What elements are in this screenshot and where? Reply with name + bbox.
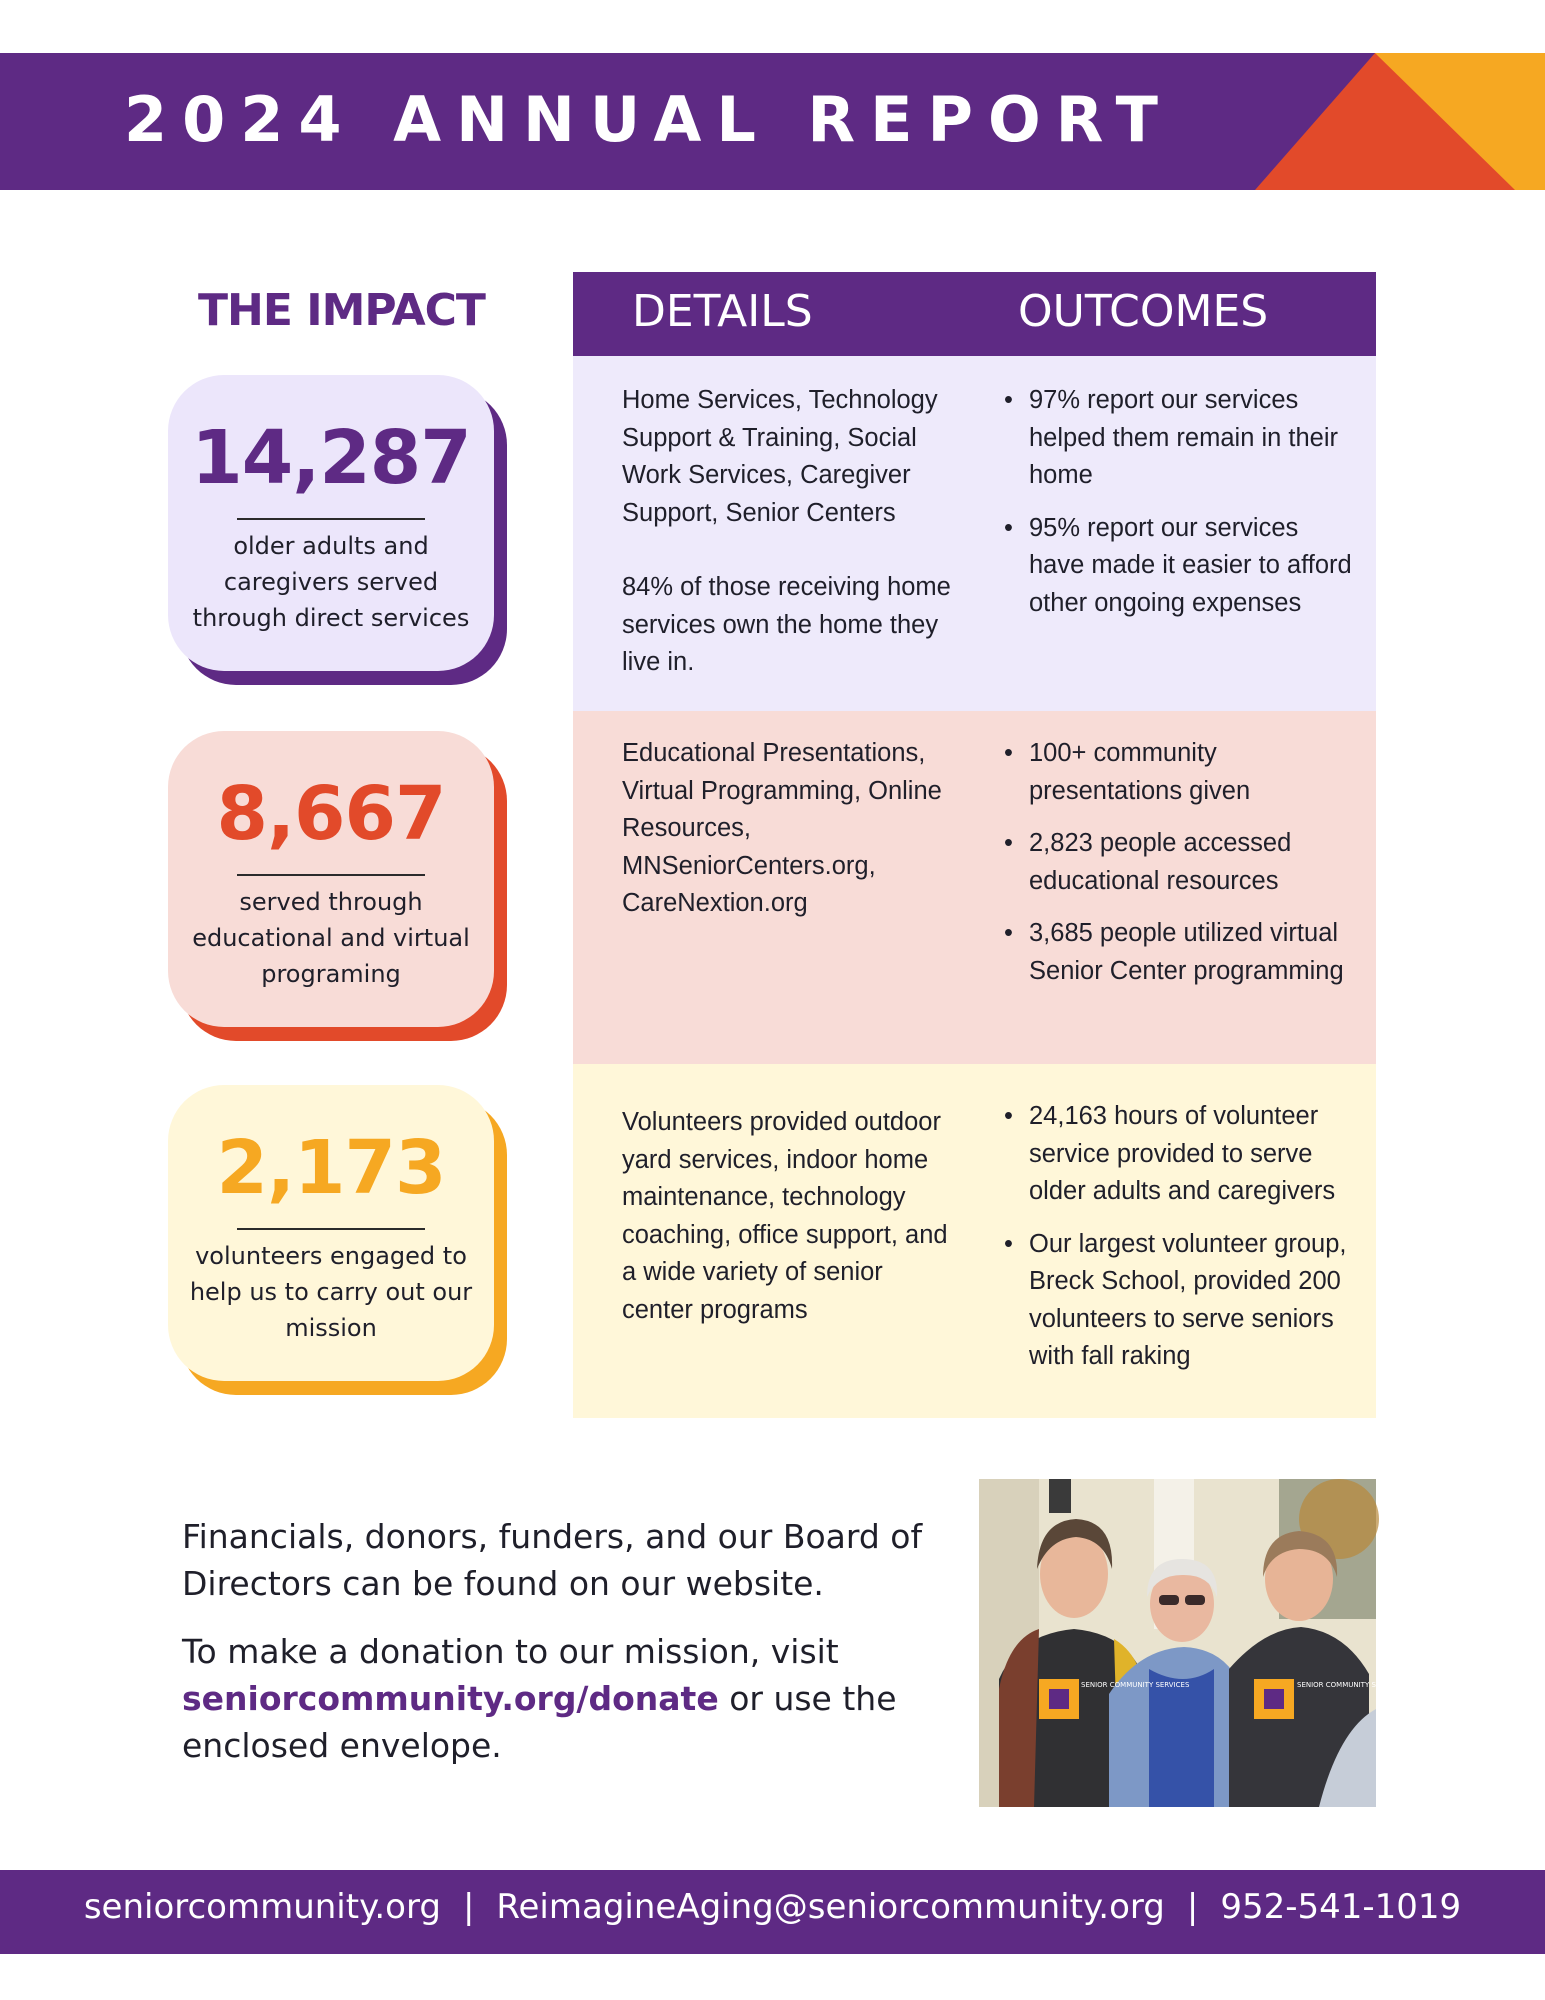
stat-card-volunteers	[168, 1085, 508, 1395]
details-text: Home Services, Technology Support & Training, Social Work Services, Caregiver Support, Senior Centers	[622, 386, 938, 527]
footer-website-link[interactable]: seniorcommunity.org	[83, 1887, 441, 1927]
stat-number: 14,287	[191, 415, 471, 501]
card-body	[168, 1085, 494, 1381]
row-outcomes	[1004, 382, 1354, 637]
footer-bar	[0, 1870, 1545, 1954]
shirt-text-right: SENIOR COMMUNITY SERVICES	[1297, 1681, 1406, 1689]
header-decoration	[1225, 53, 1545, 190]
details-text: Volunteers provided outdoor yard services, indoor home maintenance, technology coaching, office support, and a wide variety of senior center programs	[622, 1108, 948, 1324]
outcome-item	[1004, 735, 1354, 810]
outcome-text: 95% report our services have made it easier to afford other ongoing expenses	[1029, 513, 1352, 617]
stat-card-educational	[168, 731, 508, 1041]
outcome-text: 100+ community presentations given	[1029, 739, 1251, 805]
card-divider	[237, 518, 425, 520]
outcome-item	[1004, 1098, 1354, 1211]
bullet-icon: •	[1004, 386, 1013, 414]
stat-number: 2,173	[216, 1125, 446, 1211]
table-header	[573, 272, 1376, 356]
bullet-icon: •	[1004, 739, 1013, 767]
outcome-text: 24,163 hours of volunteer service provided to serve older adults and caregivers	[1029, 1102, 1336, 1205]
row-outcomes	[1004, 735, 1354, 1005]
bullet-icon: •	[1004, 1102, 1013, 1130]
details-text: 84% of those receiving home services own the home they live in.	[622, 573, 951, 676]
volunteers-illustration	[979, 1479, 1406, 1807]
table-row-volunteers	[573, 1064, 1376, 1418]
card-body	[168, 375, 494, 671]
outcome-text: 2,823 people accessed educational resources	[1029, 829, 1292, 895]
details-column-header: DETAILS	[632, 286, 813, 337]
donate-link[interactable]: seniorcommunity.org/donate	[182, 1679, 719, 1718]
footer-email-link[interactable]: ReimagineAging@seniorcommunity.org	[496, 1887, 1165, 1927]
outcome-item	[1004, 915, 1354, 990]
outcome-item	[1004, 825, 1354, 900]
stat-card-direct-services	[168, 375, 508, 685]
donation-suffix: or use the enclosed envelope.	[182, 1679, 897, 1765]
outcome-text: 3,685 people utilized virtual Senior Center programming	[1029, 919, 1344, 985]
header-banner	[0, 53, 1545, 190]
card-divider	[237, 1228, 425, 1230]
impact-heading: THE IMPACT	[198, 285, 485, 336]
row-details	[622, 735, 952, 923]
donation-info	[182, 1628, 942, 1769]
table-row-educational	[573, 711, 1376, 1064]
stat-description: served through educational and virtual programing	[192, 888, 470, 988]
bullet-icon: •	[1004, 513, 1013, 542]
stat-description: older adults and caregivers served through direct services	[192, 532, 470, 632]
outcome-item	[1004, 382, 1354, 495]
outcomes-column-header: OUTCOMES	[1018, 286, 1269, 337]
outcome-item	[1004, 1226, 1354, 1376]
outcome-text: 97% report our services helped them remain in their home	[1029, 386, 1339, 489]
website-info-text: Financials, donors, funders, and our Board of Directors can be found on our website.	[182, 1517, 923, 1603]
row-details	[622, 1104, 952, 1329]
footer-contact-line	[0, 1887, 1545, 1927]
footer-phone[interactable]: 952-541-1019	[1220, 1887, 1462, 1927]
bullet-icon: •	[1004, 919, 1013, 947]
report-title: 2024 ANNUAL REPORT	[124, 83, 1173, 156]
card-body	[168, 731, 494, 1027]
footer-separator: |	[1186, 1887, 1199, 1927]
row-outcomes	[1004, 1098, 1354, 1391]
stat-number: 8,667	[216, 771, 446, 857]
shirt-text-left: SENIOR COMMUNITY SERVICES	[1081, 1681, 1190, 1689]
stat-description: volunteers engaged to help us to carry out our mission	[189, 1242, 473, 1342]
outcome-item	[1004, 510, 1354, 623]
card-divider	[237, 874, 425, 876]
details-text: Educational Presentations, Virtual Programming, Online Resources, MNSeniorCenters.org, CareNextion.org	[622, 739, 942, 917]
outcome-text: Our largest volunteer group, Breck School, provided 200 volunteers to serve seniors with fall raking	[1029, 1229, 1347, 1370]
bullet-icon: •	[1004, 829, 1013, 857]
donation-prefix: To make a donation to our mission, visit	[182, 1632, 839, 1671]
bullet-icon: •	[1004, 1229, 1013, 1258]
row-details	[622, 382, 952, 682]
table-row-direct-services	[573, 356, 1376, 711]
volunteers-photo	[979, 1479, 1406, 1807]
footer-separator: |	[462, 1887, 475, 1927]
